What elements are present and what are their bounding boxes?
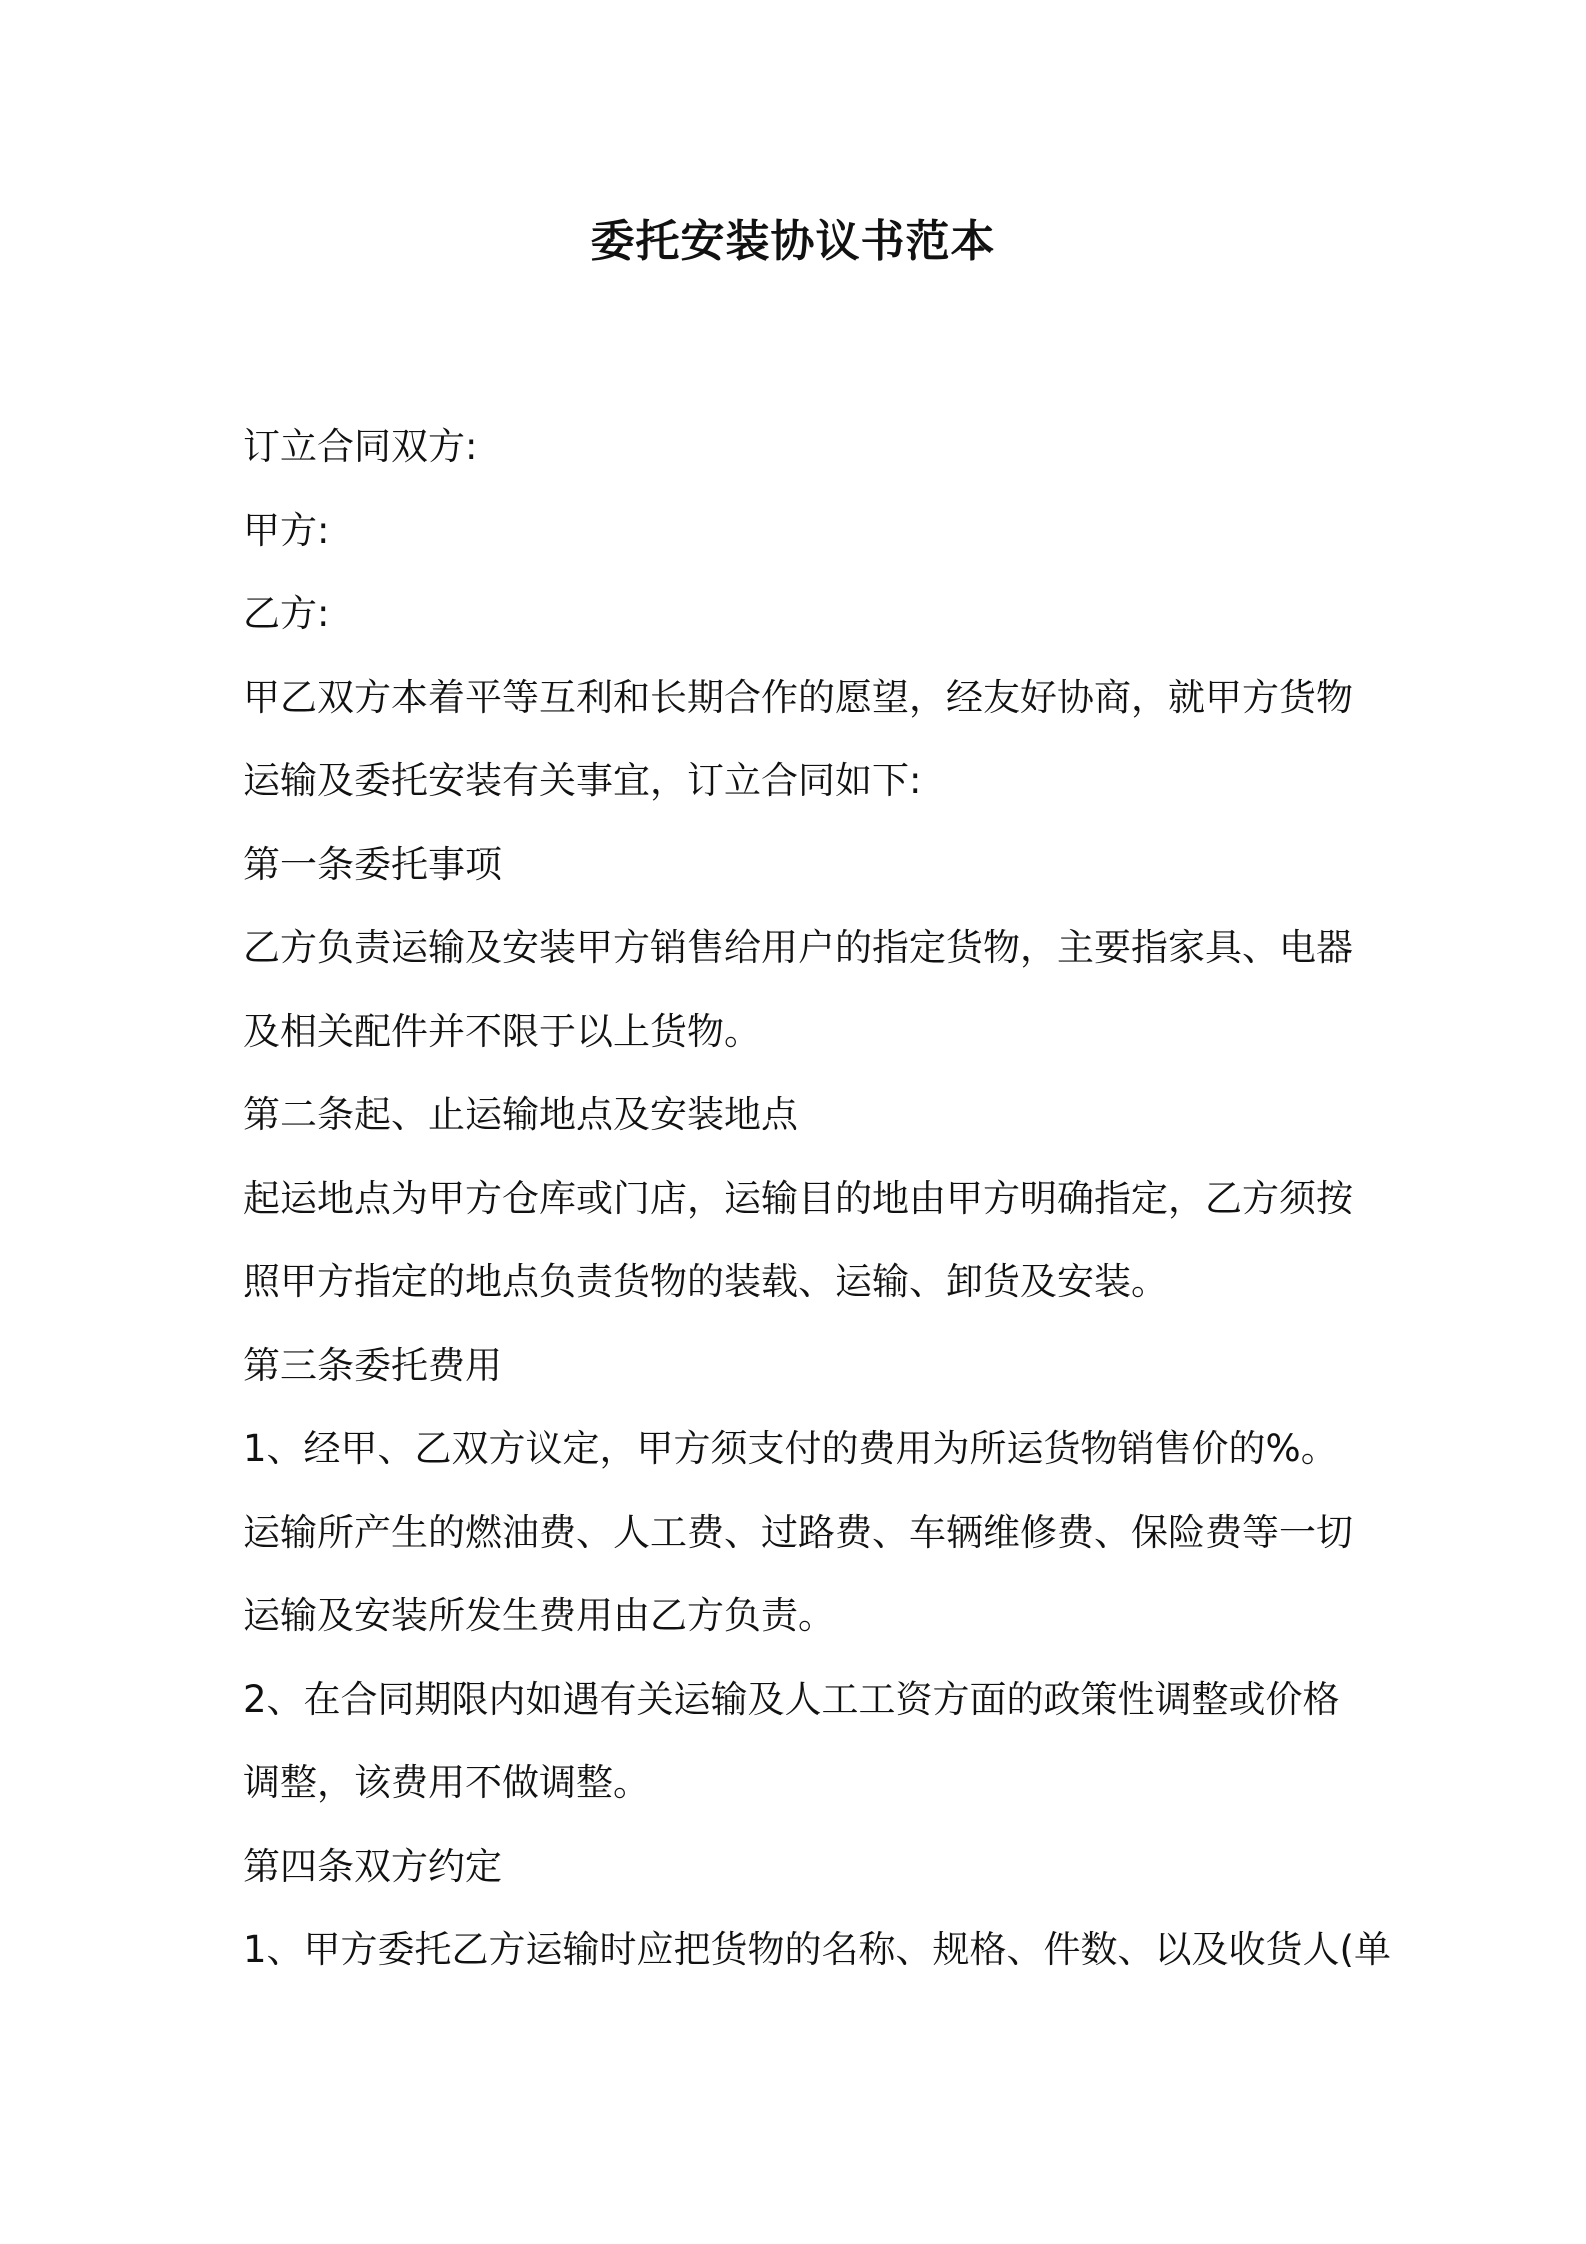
party-a-label: 甲方: <box>243 508 330 552</box>
article-3-clause-1-line-1: 1、经甲、乙双方议定，甲方须支付的费用为所运货物销售价的%。 <box>243 1427 1338 1470</box>
article-3-clause-1-line-3: 运输及安装所发生费用由乙方负责。 <box>243 1594 835 1637</box>
party-b-label: 乙方: <box>243 592 330 635</box>
article-1-text-line-1: 乙方负责运输及安装甲方销售给用户的指定货物，主要指家具、电器 <box>243 926 1353 969</box>
article-2-text-line-2: 照甲方指定的地点负责货物的装载、运输、卸货及安装。 <box>243 1260 1168 1303</box>
document-body <box>243 405 1391 1992</box>
article-4-clause-1-line-1: 1、甲方委托乙方运输时应把货物的名称、规格、件数、以及收货人(单 <box>243 1928 1391 1971</box>
preamble-line-2: 运输及委托安装有关事宜，订立合同如下: <box>243 759 922 802</box>
article-4-heading: 第四条双方约定 <box>243 1844 502 1888</box>
article-1-text-line-2: 及相关配件并不限于以上货物。 <box>243 1009 761 1053</box>
article-3-clause-1-line-2: 运输所产生的燃油费、人工费、过路费、车辆维修费、保险费等一切 <box>243 1510 1353 1554</box>
preamble-line-1: 甲乙双方本着平等互利和长期合作的愿望，经友好协商，就甲方货物 <box>243 675 1353 719</box>
article-2-text-line-1: 起运地点为甲方仓库或门店，运输目的地由甲方明确指定，乙方须按 <box>243 1176 1353 1220</box>
document-title: 委托安装协议书范本 <box>590 216 996 267</box>
article-3-clause-2-line-1: 2、在合同期限内如遇有关运输及人工工资方面的政策性调整或价格 <box>243 1677 1340 1721</box>
contract-parties-heading: 订立合同双方: <box>243 425 478 468</box>
article-1-heading: 第一条委托事项 <box>243 842 502 886</box>
article-2-heading: 第二条起、止运输地点及安装地点 <box>243 1093 798 1136</box>
article-3-clause-2-line-2: 调整，该费用不做调整。 <box>243 1761 650 1804</box>
article-3-heading: 第三条委托费用 <box>243 1343 502 1387</box>
